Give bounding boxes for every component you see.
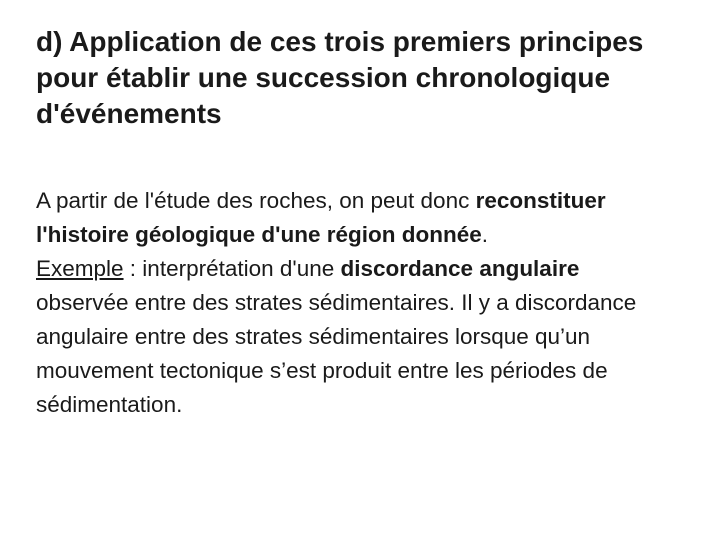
slide-body [36,184,676,422]
paragraph-intro [36,184,676,252]
term-angulaire: angulaire [479,256,580,281]
term-discordance: discordance [340,256,474,281]
example-label: Exemple [36,256,124,281]
example-rest: observée entre des strates sédimentaires. Il y a discordance angulaire entre des strates sédimentaires lorsque qu’un mouvement tectonique s’est produit entre les périodes de sédimentation. [36,290,637,417]
paragraph-example [36,252,676,422]
slide-title: d) Application de ces trois premiers principes pour établir une succession chronologique d'événements [36,26,644,129]
intro-text: A partir de l'étude des roches, on peut donc [36,188,476,213]
intro-emphasis: reconstituer l'histoire géologique d'une région donnée [36,188,606,247]
intro-period: . [481,222,488,247]
example-separator: : interprétation d'une [123,256,341,281]
